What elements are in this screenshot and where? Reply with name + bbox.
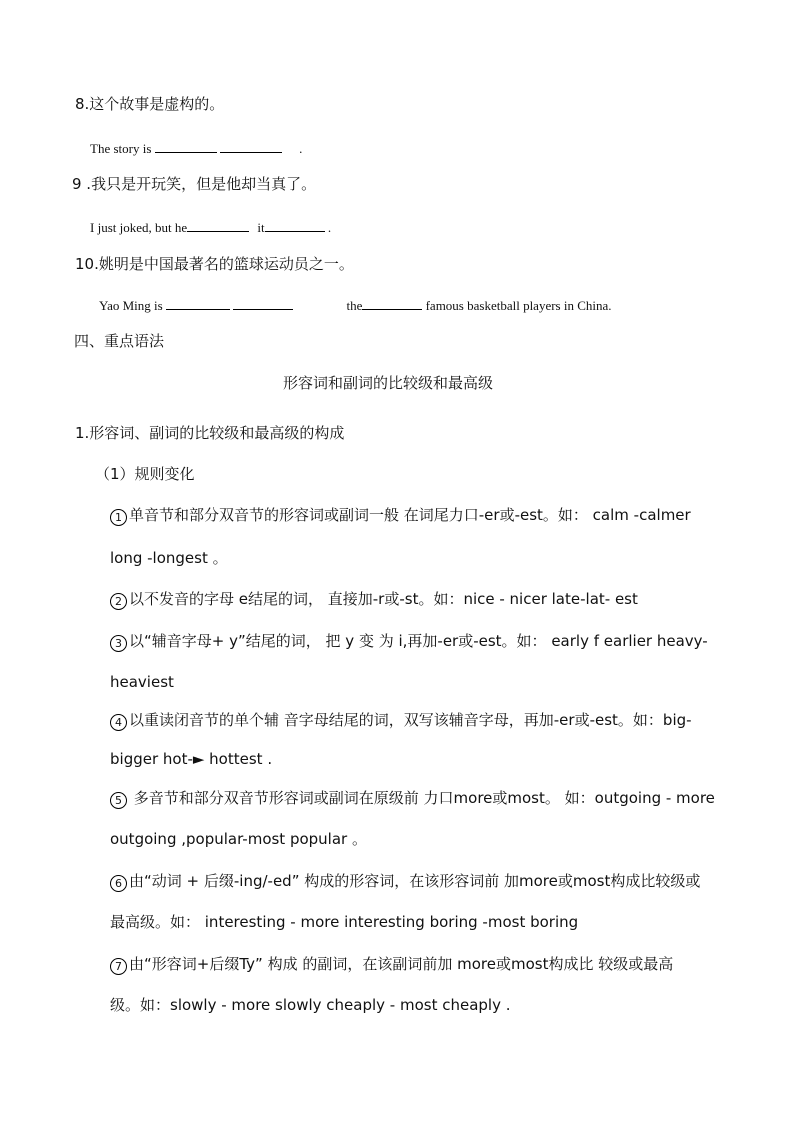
- answer-blank[interactable]: [265, 219, 325, 232]
- answer-blank[interactable]: [187, 219, 249, 232]
- subheading: 1.形容词、副词的比较级和最高级的构成: [75, 424, 345, 442]
- rule-7: [110, 957, 673, 975]
- rule-2-line-1: 以不发音的字母 e结尾的词， 直接加-r或-st。如：nice - nicer late-lat- est: [129, 590, 638, 608]
- circled-number: 1: [110, 509, 127, 526]
- answer-blank[interactable]: [362, 297, 422, 310]
- item-9-text-mid: it: [257, 220, 265, 235]
- rule-1: [110, 508, 691, 526]
- item-10-text-pre: Yao Ming is: [99, 298, 163, 313]
- item-10-text-mid: the: [346, 298, 363, 313]
- rule-3: [110, 634, 708, 652]
- rule-6: [110, 874, 700, 892]
- rule-5-line-1: 多音节和部分双音节形容词或副词在原级前 力口more或most。 如：outgoing - more: [129, 789, 715, 807]
- item-9-text-pre: I just joked, but he: [90, 220, 188, 235]
- circled-number: 2: [110, 593, 127, 610]
- rule-3-line-2: heaviest: [110, 673, 174, 691]
- item-10-text-post: famous basketball players in China.: [425, 298, 612, 313]
- item-9-text-post: .: [327, 220, 332, 235]
- item-8-english: [90, 140, 302, 155]
- rule-2: [110, 592, 638, 610]
- circled-number: 3: [110, 635, 127, 652]
- circled-number: 6: [110, 875, 127, 892]
- item-9-english: [90, 219, 331, 234]
- item-8-chinese: 8.这个故事是虚构的。: [75, 95, 225, 113]
- subsubheading: （1）规则变化: [95, 465, 195, 483]
- answer-blank[interactable]: [166, 297, 230, 310]
- section-heading: 四、重点语法: [74, 332, 165, 350]
- rule-4-line-1: 以重读闭音节的单个辅 音字母结尾的词，双写该辅音字母，再加-er或-est。如：big-: [129, 711, 692, 729]
- rule-7-line-2: 级。如：slowly - more slowly cheaply - most cheaply .: [110, 996, 511, 1014]
- circled-number: 7: [110, 958, 127, 975]
- rule-1-line-2: long -longest 。: [110, 549, 228, 567]
- rule-4-line-2: bigger hot-► hottest .: [110, 750, 273, 768]
- item-8-text-pre: The story is: [90, 141, 152, 156]
- item-8-text-post: .: [299, 141, 303, 156]
- answer-blank[interactable]: [220, 140, 282, 153]
- circled-number: 5: [110, 792, 127, 809]
- rule-6-line-2: 最高级。如： interesting - more interesting boring -most boring: [110, 913, 579, 931]
- answer-blank[interactable]: [155, 140, 217, 153]
- item-10-chinese: 10.姚明是中国最著名的篮球运动员之一。: [75, 255, 354, 273]
- answer-blank[interactable]: [233, 297, 293, 310]
- item-10-english: [99, 297, 612, 312]
- rule-5-line-2: outgoing ,popular-most popular 。: [110, 830, 367, 848]
- rule-3-line-1: 以“辅音字母+ y”结尾的词， 把 y 变 为 i,再加-er或-est。如： early f earlier heavy-: [129, 632, 708, 650]
- item-9-chinese: 9 .我只是开玩笑，但是他却当真了。: [72, 175, 317, 193]
- rule-7-line-1: 由“形容词+后缀Ty” 构成 的副词，在该副词前加 more或most构成比 较级或最高: [129, 955, 674, 973]
- rule-5: [110, 791, 715, 809]
- grammar-title: 形容词和副词的比较级和最高级: [283, 374, 494, 392]
- rule-6-line-1: 由“动词 + 后缀-ing/-ed” 构成的形容词，在该形容词前 加more或most构成比较级或: [129, 872, 701, 890]
- rule-4: [110, 713, 692, 731]
- rule-1-line-1: 单音节和部分双音节的形容词或副词一般 在词尾力口-er或-est。如： calm -calmer: [129, 506, 691, 524]
- circled-number: 4: [110, 714, 127, 731]
